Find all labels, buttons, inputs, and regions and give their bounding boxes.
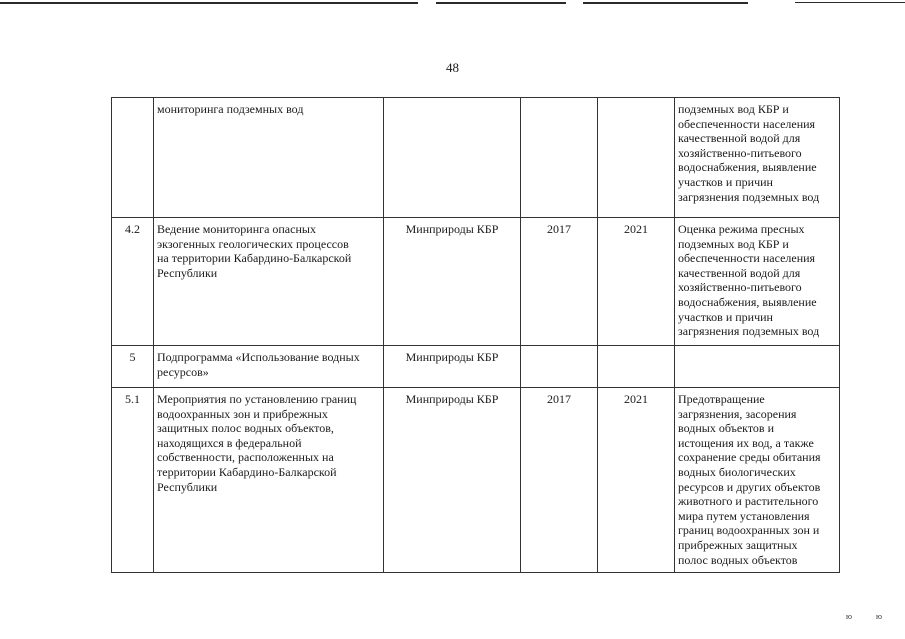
start-year-cell: 2017: [521, 388, 598, 573]
expected-result-cell: Оценка режима пресных подземных вод КБР и обеспеченности населения качественной водой для хозяйственно-питьевого водоснабжения, выявление участков и причин загрязнения подземных вод: [675, 218, 840, 346]
page-number: 48: [446, 60, 459, 75]
end-year-cell: [598, 98, 675, 218]
table-row: [112, 388, 840, 573]
measure-name-cell: Подпрограмма «Использование водных ресурсов»: [154, 346, 384, 388]
measure-name-cell: мониторинга подземных вод: [154, 98, 384, 218]
end-year-cell: 2021: [598, 388, 675, 573]
end-year-cell: 2021: [598, 218, 675, 346]
executor-cell: Минприроды КБР: [384, 388, 521, 573]
row-number-cell: [112, 98, 154, 218]
corner-mark: ю: [875, 612, 882, 621]
expected-result-cell: Предотвращение загрязнения, засорения водных объектов и истощения их вод, а также сохранение среды обитания водных биологических ресурсов и других объектов животного и растительного мира путем установления границ водоохранных зон и прибрежных защитных полос водных объектов: [675, 388, 840, 573]
measure-name-cell: Ведение мониторинга опасных экзогенных геологических процессов на территории Кабардино-Балкарской Республики: [154, 218, 384, 346]
start-year-cell: 2017: [521, 218, 598, 346]
scan-artifact-line: [436, 2, 566, 4]
row-number-cell: 5: [112, 346, 154, 388]
end-year-cell: [598, 346, 675, 388]
measure-name-cell: Мероприятия по установлению границ водоохранных зон и прибрежных защитных полос водных объектов, находящихся в федеральной собственности, расположенных на территории Кабардино-Балкарской Республики: [154, 388, 384, 573]
corner-marks: [846, 612, 905, 621]
measures-table: [111, 97, 840, 573]
scan-artifact-line: [795, 2, 905, 3]
row-number-cell: 4.2: [112, 218, 154, 346]
expected-result-cell: подземных вод КБР и обеспеченности населения качественной водой для хозяйственно-питьевого водоснабжения, выявление участков и причин загрязнения подземных вод: [675, 98, 840, 218]
row-number-cell: 5.1: [112, 388, 154, 573]
corner-mark: ю: [846, 612, 852, 621]
table-row: [112, 218, 840, 346]
start-year-cell: [521, 98, 598, 218]
executor-cell: Минприроды КБР: [384, 346, 521, 388]
table-row: [112, 346, 840, 388]
scan-artifact-line: [583, 2, 748, 4]
executor-cell: [384, 98, 521, 218]
expected-result-cell: [675, 346, 840, 388]
table-row: [112, 98, 840, 218]
scan-artifact-line: [0, 2, 418, 4]
executor-cell: Минприроды КБР: [384, 218, 521, 346]
start-year-cell: [521, 346, 598, 388]
